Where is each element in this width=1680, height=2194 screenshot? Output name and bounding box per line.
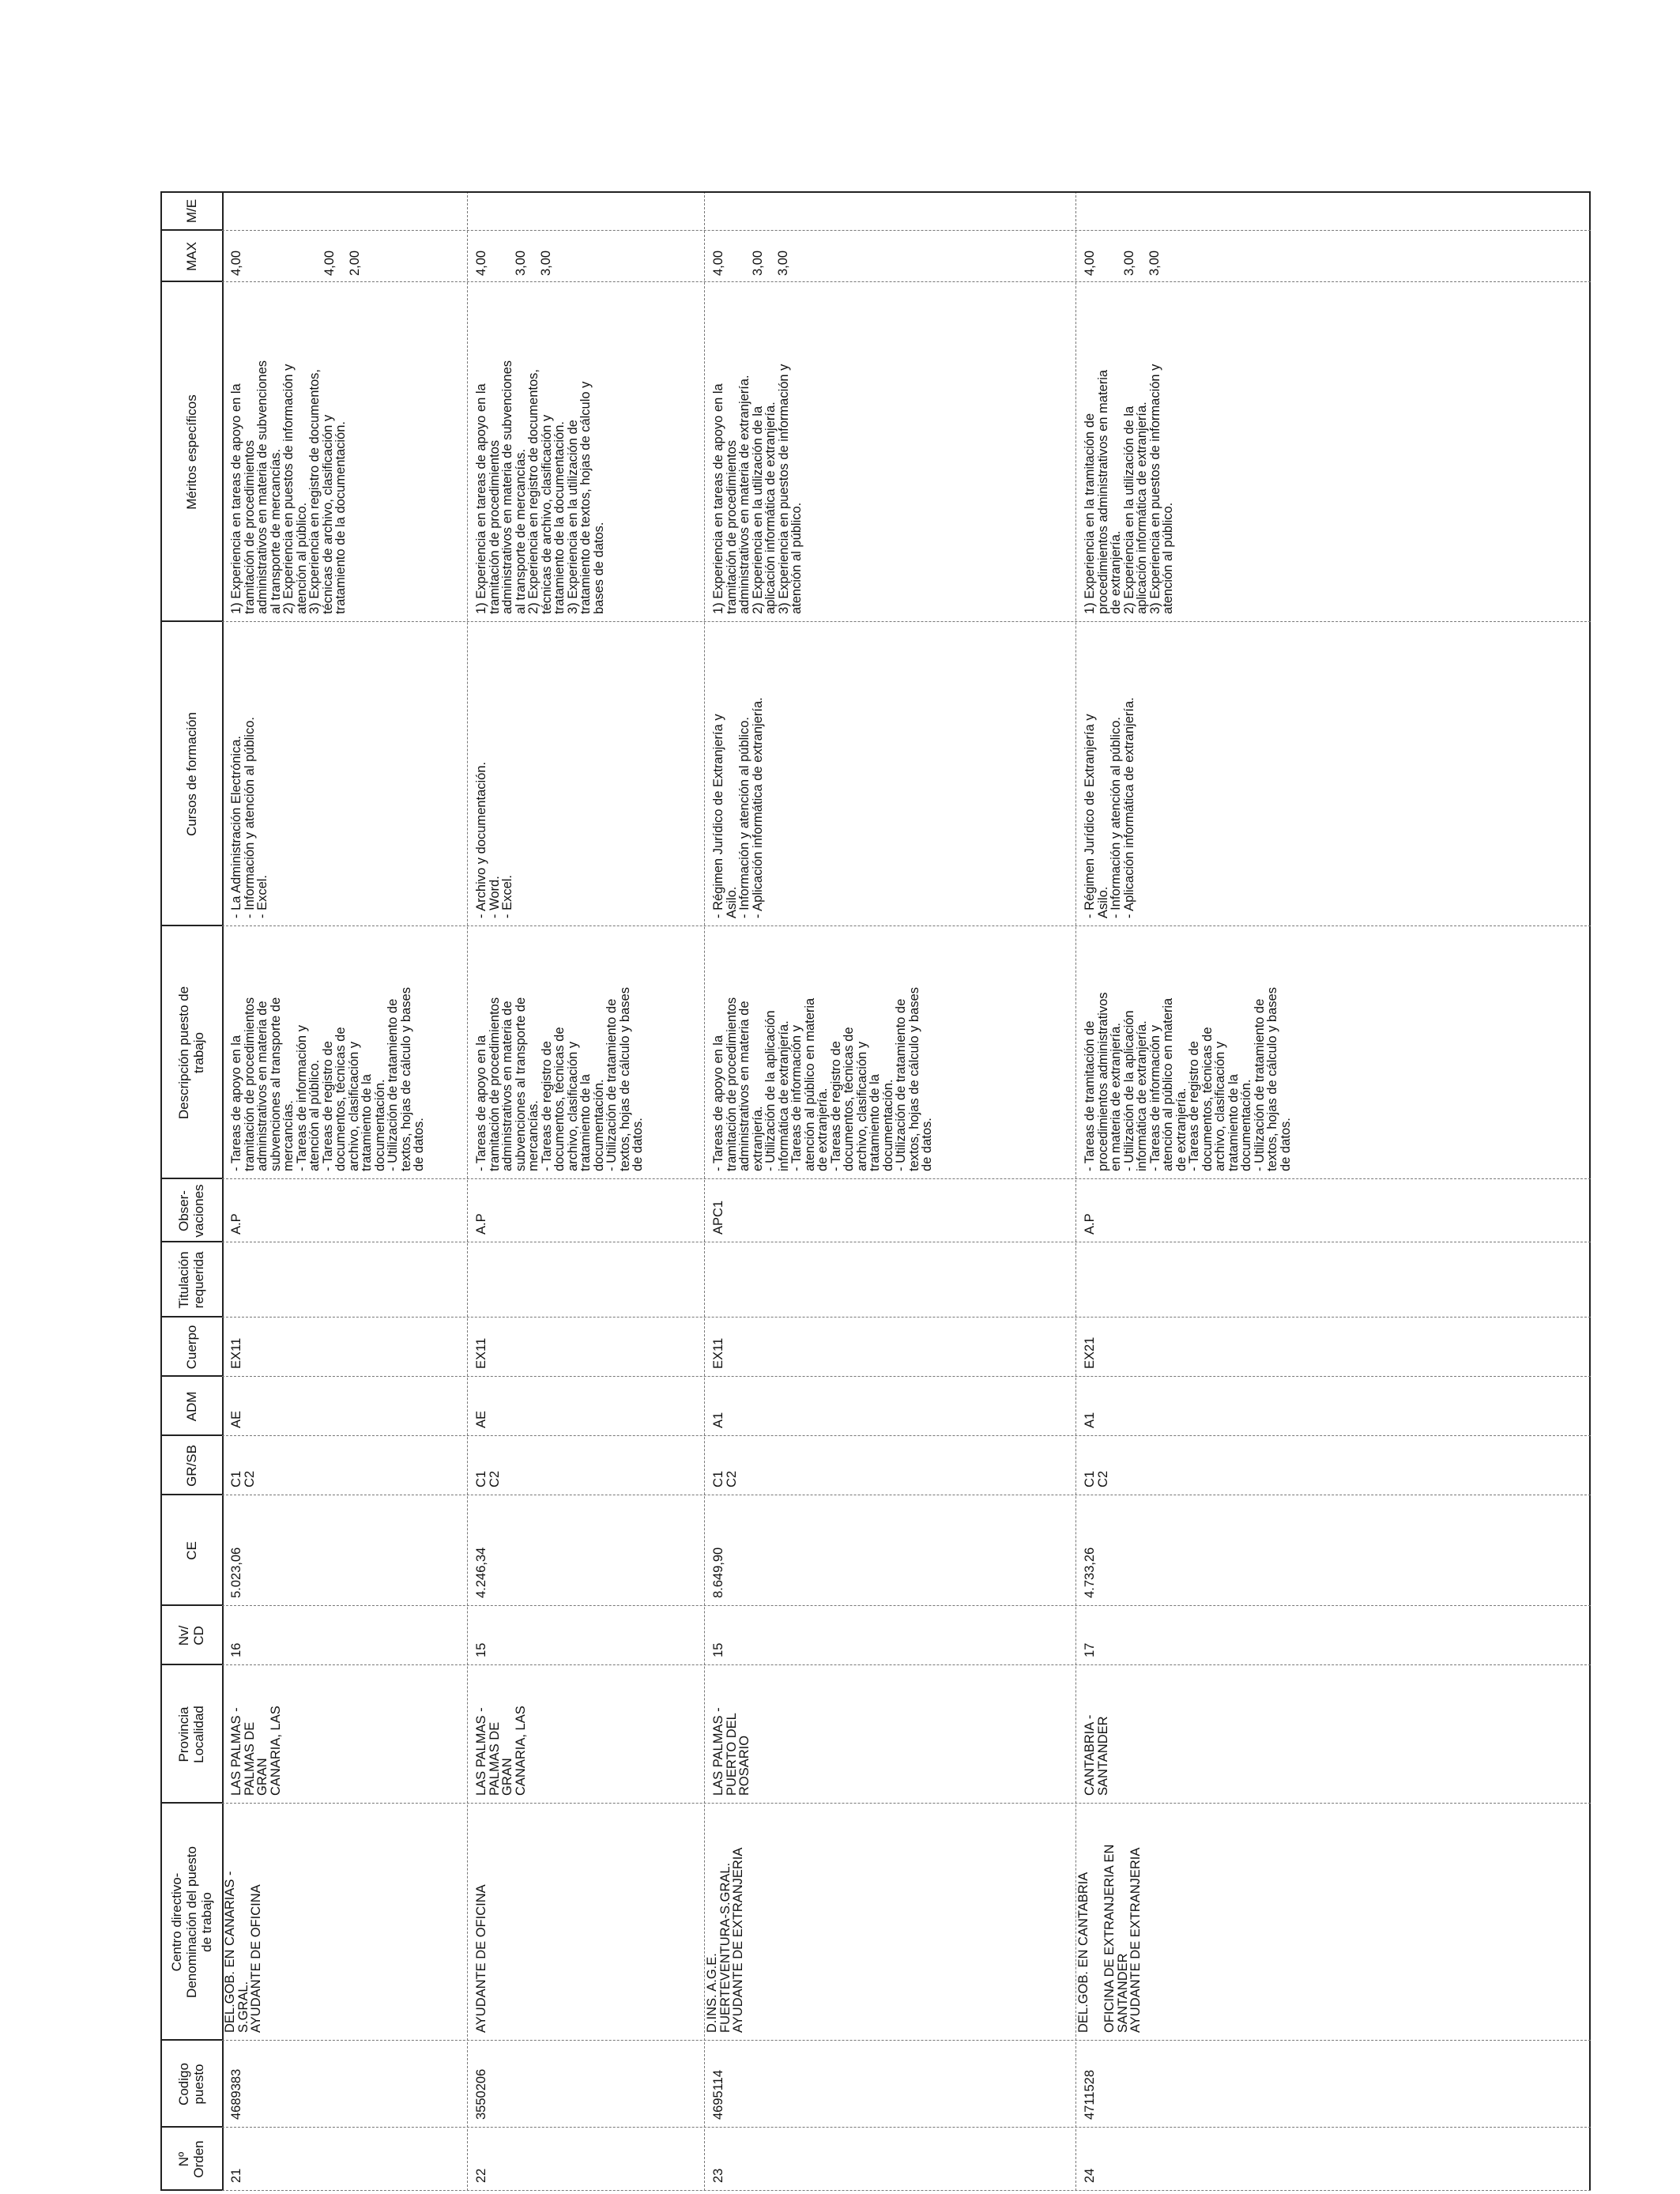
- grid-line: [222, 1435, 1591, 1436]
- cell-cuerpo: EX11: [711, 1337, 725, 1369]
- denominacion-puesto: AYUDANTE DE OFICINA: [474, 1884, 488, 2033]
- grid-line: [1589, 191, 1591, 2191]
- cell-centro: [1077, 1807, 1143, 2033]
- header-cursos: Cursos de formación: [183, 712, 199, 836]
- cell-max: 3,00: [1147, 250, 1162, 276]
- grid-line: [222, 1803, 1591, 1804]
- cell-max: 4,00: [1083, 250, 1097, 276]
- cell-ce: 4.246,34: [474, 1547, 488, 1598]
- cell-max: 4,00: [322, 250, 337, 276]
- cell-meritos: 1) Experiencia en la tramitación de procedimientos administrativos en materia de extranjería. 2) Experiencia en la utilización de la aplicación informática de extranjería. 3) Experiencia en puestos de información y atención al público.: [1083, 364, 1175, 614]
- cell-ce: 5.023,06: [229, 1547, 243, 1598]
- cell-cursos: - Archivo y documentación. - Word. - Excel.: [474, 761, 514, 918]
- cell-max: 3,00: [776, 250, 790, 276]
- cell-meritos: 1) Experiencia en tareas de apoyo en la tramitación de procedimientos administrativos en materia de extranjería. 2) Experiencia en la utilización de la aplicación informática de extranjería. 3) Experiencia en puestos de información y atención al público.: [711, 364, 804, 614]
- cell-max: 3,00: [514, 250, 528, 276]
- grid-line: [222, 925, 1591, 926]
- cell-adm: A1: [711, 1412, 725, 1428]
- denominacion-puesto: AYUDANTE DE EXTRANJERIA: [1128, 1847, 1143, 2033]
- cell-codigo: 4695114: [711, 2069, 725, 2120]
- header-grupo: GR/SB: [183, 1445, 199, 1487]
- header-orden: Nº Orden: [176, 2140, 206, 2178]
- cell-centro: [706, 1807, 745, 2033]
- cell-grupo: C1 C2: [711, 1470, 739, 1487]
- header-max: MAX: [183, 242, 199, 271]
- cell-max: 4,00: [229, 250, 243, 276]
- grid-line: [222, 2190, 1591, 2191]
- header-nivel: Nv/ CD: [176, 1625, 206, 1646]
- cell-max: 3,00: [1122, 250, 1136, 276]
- denominacion-puesto: AYUDANTE DE OFICINA: [249, 1884, 263, 2033]
- grid-line: [222, 2040, 1591, 2041]
- cell-codigo: 4689383: [229, 2068, 243, 2120]
- grid-line: [160, 191, 1591, 193]
- grid-line: [704, 191, 705, 2191]
- cell-adm: AE: [229, 1410, 243, 1428]
- cell-provincia: LAS PALMAS - PALMAS DE GRAN CANARIA, LAS: [474, 1706, 528, 1796]
- centro-directivo: D.INS. A.G.E. FUERTEVENTURA-S.GRAL.: [705, 1862, 733, 2033]
- cell-codigo: 3550206: [474, 2068, 488, 2120]
- cell-ce: 8.649,90: [711, 1547, 725, 1598]
- cell-grupo: C1 C2: [1083, 1470, 1110, 1487]
- cell-orden: 22: [474, 2168, 488, 2183]
- cell-max: 4,00: [711, 250, 725, 276]
- cell-provincia: LAS PALMAS - PUERTO DEL ROSARIO: [711, 1707, 751, 1796]
- rotated-table: [160, 57, 1591, 2191]
- cell-provincia: CANTABRIA - SANTANDER: [1083, 1714, 1110, 1796]
- cell-codigo: 4711528: [1083, 2069, 1097, 2120]
- cell-centro: [224, 1807, 263, 2033]
- header-me: M/E: [183, 198, 199, 224]
- cell-observaciones: A.P: [229, 1213, 243, 1235]
- cell-meritos: 1) Experiencia en tareas de apoyo en la tramitación de procedimientos administrativos en materia de subvenciones al transporte de mercancías. 2) Experiencia en registro de documentos, técnicas de archivo, clasificación y tratamiento de la documentación. 3) Experiencia en la utilización de tratamiento de textos, hojas de cálculo y bases de datos.: [474, 360, 606, 614]
- grid-line: [222, 1317, 1591, 1318]
- header-ce: CE: [183, 1541, 199, 1560]
- centro-directivo: DEL.GOB. EN CANTABRIA OFICINA DE EXTRANJERIA EN SANTANDER: [1076, 1844, 1130, 2033]
- header-observaciones: Obser- vaciones: [176, 1184, 206, 1238]
- cell-meritos: 1) Experiencia en tareas de apoyo en la tramitación de procedimientos administrativos en materia de subvenciones al transporte de mercancías. 2) Experiencia en puestos de información y atención al público. 3) Experiencia en registro de documentos, técnicas de archivo, clasificación y tratamiento de la documentación.: [229, 360, 348, 614]
- cell-orden: 24: [1083, 2168, 1097, 2183]
- cell-nivel: 15: [711, 1642, 725, 1657]
- grid-line: [222, 2127, 1591, 2128]
- header-meritos: Méritos específicos: [183, 394, 199, 510]
- cell-adm: AE: [474, 1410, 488, 1428]
- denominacion-puesto: AYUDANTE DE EXTRANJERIA: [731, 1847, 745, 2033]
- cell-descripcion: - Tareas de tramitación de procedimientos administrativos en materia de extranjería. - Utilización de la aplicación informática de extranjería. - Tareas de información y atención al público en materia de extranjería. - Tareas de registro de documentos, técnicas de archivo, clasificación y tratamiento de la documentación. - Utilización de tratamiento de textos, hojas de cálculo y bases de datos.: [1083, 987, 1293, 1171]
- header-provincia: Provincia Localidad: [176, 1706, 206, 1763]
- cell-cursos: - La Administración Electrónica. - Información y atención al público. - Excel.: [229, 717, 269, 918]
- cell-max: 4,00: [474, 250, 488, 276]
- grid-line: [222, 230, 1591, 231]
- header-adm: ADM: [183, 1391, 199, 1422]
- grid-line: [222, 281, 1591, 282]
- cell-ce: 4.733,26: [1083, 1547, 1097, 1598]
- grid-line: [222, 1664, 1591, 1665]
- cell-nivel: 17: [1083, 1642, 1097, 1657]
- centro-directivo: DEL.GOB. EN CANARIAS - S.GRAL.: [223, 1871, 250, 2033]
- cell-observaciones: A.P: [474, 1213, 488, 1235]
- header-cuerpo: Cuerpo: [183, 1325, 199, 1370]
- cell-nivel: 15: [474, 1642, 488, 1657]
- cell-observaciones: A.P: [1083, 1213, 1097, 1235]
- cell-cuerpo: EX11: [229, 1337, 243, 1369]
- cell-max: 2,00: [348, 250, 362, 276]
- cell-max: 3,00: [539, 250, 553, 276]
- header-titulacion: Titulación requerida: [176, 1251, 206, 1309]
- cell-cursos: - Régimen Jurídico de Extranjería y Asilo. - Información y atención al público. - Aplicación informática de extranjería.: [1083, 697, 1136, 918]
- cell-provincia: LAS PALMAS - PALMAS DE GRAN CANARIA, LAS: [229, 1706, 283, 1796]
- cell-cuerpo: EX11: [474, 1337, 488, 1369]
- header-centro: Centro directivo- Denominación del puesto de trabajo: [168, 1846, 214, 1998]
- cell-descripcion: - Tareas de apoyo en la tramitación de procedimientos administrativos en materia de subvenciones al transporte de mercancías. - Tareas de información y atención al público. - Tareas de registro de documentos, técnicas de archivo, clasificación y tratamiento de la documentación. - Utilización de tratamiento de textos, hojas de cálculo y bases de datos.: [229, 987, 426, 1171]
- grid-line: [222, 1178, 1591, 1179]
- grid-line: [222, 621, 1591, 622]
- cell-descripcion: - Tareas de apoyo en la tramitación de procedimientos administrativos en materia de subvenciones al transporte de mercancías. - Tareas de registro de documentos, técnicas de archivo, clasificación y tratamiento de la documentación. - Utilización de tratamiento de textos, hojas de cálculo y bases de datos.: [474, 987, 645, 1171]
- cell-grupo: C1 C2: [229, 1470, 257, 1487]
- cell-cursos: - Régimen Jurídico de Extranjería y Asilo. - Información y atención al público. - Aplicación informática de extranjería.: [711, 697, 765, 918]
- cell-observaciones: APC1: [711, 1200, 725, 1235]
- cell-max: 3,00: [751, 250, 765, 276]
- cell-adm: A1: [1083, 1412, 1097, 1428]
- cell-orden: 21: [229, 2168, 243, 2183]
- cell-nivel: 16: [229, 1642, 243, 1657]
- grid-line: [467, 191, 468, 2191]
- cell-cuerpo: EX21: [1083, 1336, 1097, 1369]
- cell-centro: [475, 1807, 488, 2033]
- header-codigo: Codigo puesto: [176, 2063, 206, 2105]
- cell-descripcion: - Tareas de apoyo en la tramitación de procedimientos administrativos en materia de extranjería. - Utilización de la aplicación informática de extranjería. - Tareas de información y atención al público en materia de extranjería. - Tareas de registro de documentos, técnicas de archivo, clasificación y tratamiento de la documentación. - Utilización de tratamiento de textos, hojas de cálculo y bases de datos.: [711, 987, 934, 1171]
- grid-line: [222, 1376, 1591, 1377]
- grid-line: [222, 1605, 1591, 1606]
- header-descripcion: Descripción puesto de trabajo: [176, 986, 206, 1120]
- cell-grupo: C1 C2: [474, 1470, 502, 1487]
- cell-orden: 23: [711, 2168, 725, 2183]
